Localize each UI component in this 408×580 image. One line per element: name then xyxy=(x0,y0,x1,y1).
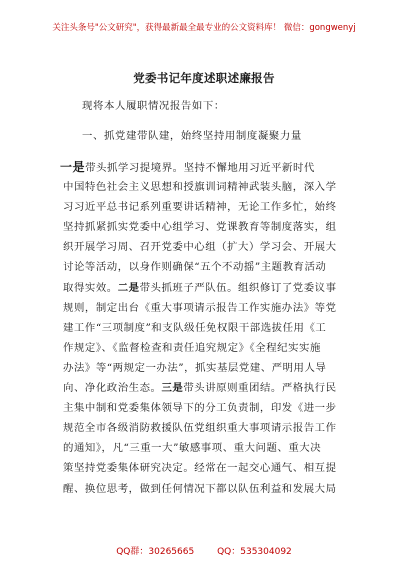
body-line xyxy=(60,157,360,177)
page-title: 党委书记年度述职述廉报告 xyxy=(133,71,275,85)
body-line xyxy=(63,458,363,478)
body-text-segment: 办法》等“两规定一办法”，抓实基层党建、严明用人导 xyxy=(63,361,327,374)
body-text-segment: 取得实效。 xyxy=(63,281,118,294)
body-line xyxy=(63,378,363,398)
body-line xyxy=(63,418,363,438)
body-text-segment: 带头抓学习提境界。坚持不懈地用习近平新时代 xyxy=(85,162,315,174)
body-text-segment: 规范全市各级消防救援队伍党组织重大事项请示报告工作 xyxy=(63,422,337,435)
header-banner: 关注头条号"公文研究"，获得最新最全最专业的公文资料库！ 微信：gongwenyj xyxy=(52,23,356,33)
footer-qq-group: QQ群：30265665 xyxy=(116,547,195,557)
body-line xyxy=(63,479,363,499)
body-line xyxy=(63,237,363,257)
body-text-segment: 习习近平总书记系列重要讲话精神，无论工作多忙，始终 xyxy=(63,201,337,214)
intro-paragraph: 现将本人履职情况报告如下： xyxy=(82,100,225,112)
footer xyxy=(0,544,408,557)
body-text-segment: 带头讲原则重团结。严格执行民 xyxy=(183,382,337,395)
body-line xyxy=(63,318,363,338)
body-line xyxy=(63,398,363,418)
body-text-segment: 建工作“三项制度”和支队级任免权限干部选拔任用《工 xyxy=(63,321,327,334)
ordinal-marker: 三是 xyxy=(161,382,184,395)
footer-qq: QQ：535304092 xyxy=(217,547,292,557)
body-text-segment: 的通知》，凡“三重一大”敏感事项、重大问题、重大决 xyxy=(63,442,322,455)
ordinal-marker: 一是 xyxy=(60,160,86,174)
body-line xyxy=(63,197,363,217)
ordinal-marker: 二是 xyxy=(117,281,140,294)
body-line xyxy=(63,217,363,237)
body-text xyxy=(60,157,363,499)
body-text-segment: 向、净化政治生态。 xyxy=(63,382,162,395)
section-heading: 一、抓党建带队建，始终坚持用制度凝聚力量 xyxy=(82,130,302,142)
body-text-segment: 策坚持党委集体研究决定。经常在一起交心通气、相互提 xyxy=(63,462,337,475)
body-line xyxy=(63,338,363,358)
body-text-segment: 规则，制定出台《重大事项请示报告工作实施办法》等党 xyxy=(63,301,337,314)
body-line xyxy=(63,438,363,458)
body-text-segment: 讨论等活动，以身作则确保“五个不动摇”主题教育活动 xyxy=(63,261,327,274)
body-text-segment: 带头抓班子严队伍。组织修订了党委议事 xyxy=(139,281,337,294)
body-line xyxy=(63,298,363,318)
body-text-segment: 主集中制和党委集体领导下的分工负责制，印发《进一步 xyxy=(63,402,337,415)
body-line xyxy=(63,257,363,277)
body-line xyxy=(63,278,363,298)
body-text-segment: 坚持抓紧抓实党委中心组学习、党课教育等制度落实，组 xyxy=(63,221,337,234)
body-text-segment: 醒、换位思考，做到任何情况下都以队伍利益和发展大局 xyxy=(63,482,337,495)
body-text-segment: 织开展学习周、召开党委中心组（扩大）学习会、开展大 xyxy=(63,241,337,254)
body-text-segment: 中国特色社会主义思想和授旗训词精神武装头脑，深入学 xyxy=(63,181,337,194)
body-text-segment: 作规定》、《监督检查和责任追究规定》《全程纪实实施 xyxy=(63,341,321,354)
body-line xyxy=(63,177,363,197)
body-line xyxy=(63,358,363,378)
